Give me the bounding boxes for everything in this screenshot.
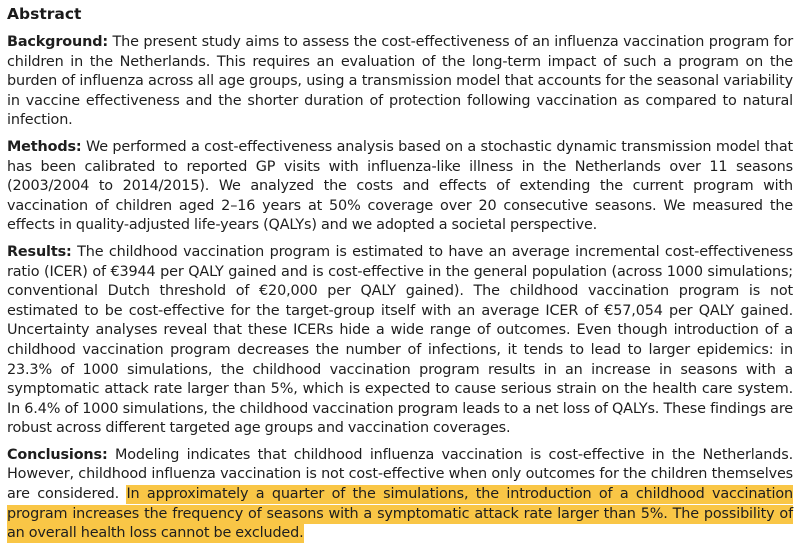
abstract-section (7, 0, 793, 551)
conclusions-paragraph (7, 446, 793, 544)
methods-text: We performed a cost-effectiveness analysis based on a stochastic dynamic transmission model that has been calibrated to reported GP visits with influenza-like illness in the Netherlands over 11 seasons (2003/2004 to 2014/2015). We analyzed the costs and effects of extending the current program with vaccination of children aged 2–16 years at 50% coverage over 20 consecutive seasons. We measured the effects in quality-adjusted life-years (QALYs) and we adopted a societal perspective. (7, 138, 793, 234)
highlighted-conclusion: In approximately a quarter of the simulations, the introduction of a childhood vaccination program increases the frequency of seasons with a symptomatic attack rate larger than 5%. The possibility of an overall health loss cannot be excluded. (7, 486, 793, 542)
results-heading: Results: (7, 243, 72, 260)
background-text: The present study aims to assess the cost-effectiveness of an influenza vaccination program for children in the Netherlands. This requires an evaluation of the long-term impact of such a program on the burden of influenza across all age groups, using a transmission model that accounts for the seasonal variability in vaccine effectiveness and the shorter duration of protection following vaccination as compared to natural infection. (7, 34, 793, 129)
methods-paragraph (7, 138, 793, 236)
background-paragraph (7, 33, 793, 131)
results-paragraph (7, 243, 793, 439)
results-text: The childhood vaccination program is estimated to have an average incremental cost-effectiveness ratio (ICER) of €3944 per QALY gained and is cost-effective in the general population (across 1000 simulations; conventional Dutch threshold of €20,000 per QALY gained). The childhood vaccination program is not estimated to be cost-effective for the target-group itself with an average ICER of €57,054 per QALY gained. Uncertainty analyses reveal that these ICERs hide a wide range of outcomes. Even though introduction of a childhood vaccination program decreases the number of infections, it tends to lead to larger epidemics: in 23.3% of 1000 simulations, the childhood vaccination program results in an increase in seasons with a symptomatic attack rate larger than 5%, which is expected to cause serious strain on the health care system. In 6.4% of 1000 simulations, the childhood vaccination program leads to a net loss of QALYs. These findings are robust across different targeted age groups and vaccination coverages. (7, 243, 793, 437)
methods-heading: Methods: (7, 138, 82, 155)
background-heading: Background: (7, 34, 108, 50)
abstract-title: Abstract (7, 5, 82, 23)
conclusions-heading: Conclusions: (7, 446, 108, 463)
conclusions-text: Modeling indicates that childhood influenza vaccination is cost-effective in the Netherlands. However, childhood influenza vaccination is not cost-effective when only outcomes for the children themselves are considered. (7, 446, 793, 503)
